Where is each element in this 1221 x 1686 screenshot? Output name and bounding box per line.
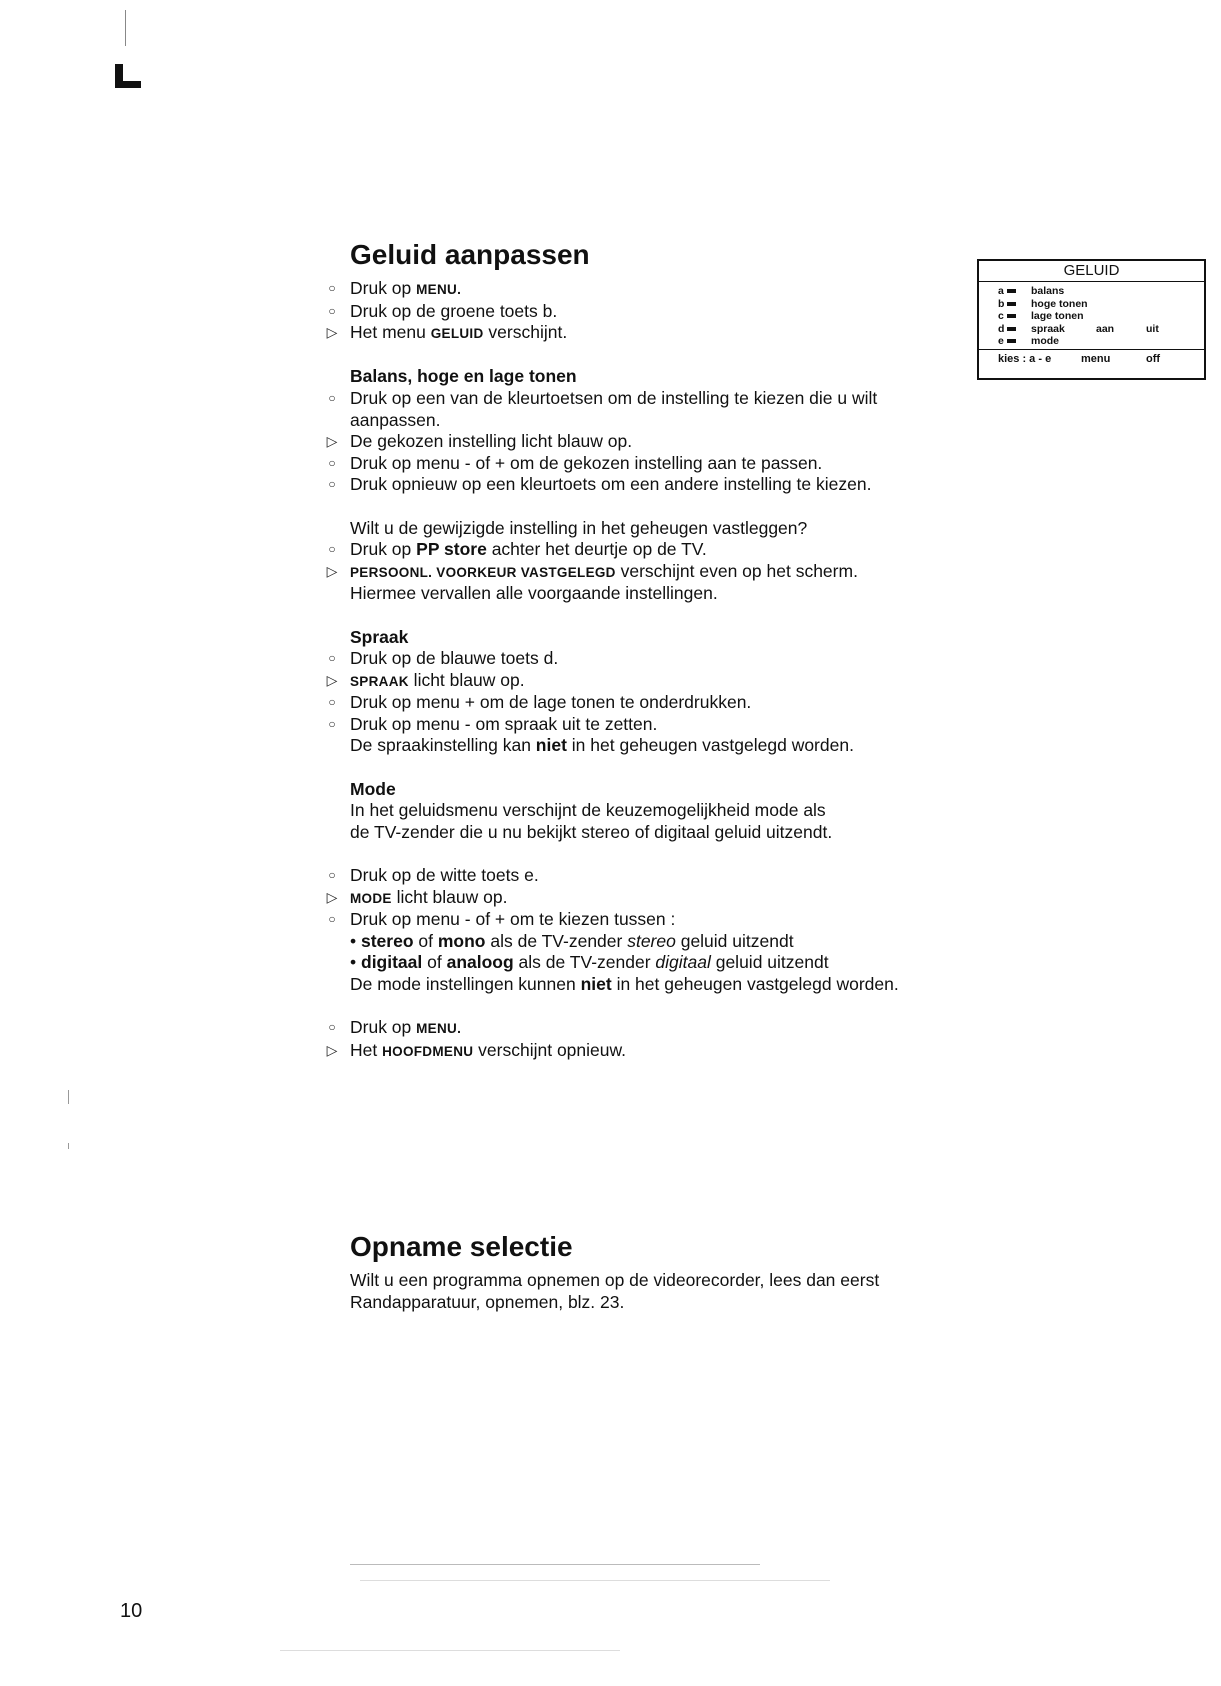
osd-row — [979, 298, 1204, 311]
instruction-line — [350, 735, 970, 757]
text-run: Wilt u de gewijzigde instelling in het geheugen vastleggen? — [350, 517, 808, 538]
instruction-line — [326, 669, 970, 693]
text-run: • — [350, 930, 361, 951]
osd-footer-select: kies : a - e — [998, 353, 1052, 365]
text-run: stereo — [627, 930, 676, 951]
instruction-line — [350, 952, 970, 974]
text-run: aanpassen. — [350, 409, 441, 430]
osd-row-key: c — [998, 310, 1004, 322]
osd-row-label: spraak — [1031, 322, 1065, 335]
instruction-line — [328, 648, 970, 670]
text-run: MENU. — [416, 282, 462, 297]
opname-line: Randapparatuur, opnemen, blz. 23. — [350, 1291, 625, 1312]
osd-sound-menu — [977, 259, 1206, 380]
text-run: digitaal — [361, 952, 423, 973]
osd-row-label: mode — [1031, 335, 1060, 347]
subsection-heading: Spraak — [350, 626, 409, 647]
subsection-heading: Balans, hoge en lage tonen — [350, 366, 577, 387]
text-run: Druk op — [350, 278, 417, 298]
text-run: geluid uitzendt — [675, 930, 794, 951]
osd-row — [979, 310, 1204, 323]
scan-mark-left-2 — [68, 1143, 69, 1149]
text-run: Druk op de groene toets b. — [350, 300, 558, 321]
osd-row — [979, 323, 1204, 336]
osd-footer-menu: menu — [1081, 353, 1111, 365]
text-run: De spraakinstelling kan — [350, 735, 536, 756]
text-run: PP store — [416, 539, 487, 560]
text-run: of — [413, 930, 438, 951]
osd-row-label: lage tonen — [1031, 310, 1084, 322]
opname-line: Wilt u een programma opnemen op de videorecorder, lees dan eerst — [350, 1270, 880, 1290]
text-run: PERSOONL. VOORKEUR VASTGELEGD — [350, 564, 616, 580]
osd-row-key: b — [998, 297, 1005, 310]
text-run: Druk op — [350, 539, 417, 560]
scan-mark-top — [125, 10, 126, 46]
result-triangle-icon: ▷ — [326, 671, 338, 688]
instruction-line — [328, 474, 970, 496]
text-run: Het — [350, 1039, 383, 1060]
text-run: De gekozen instelling licht blauw op. — [350, 431, 633, 452]
spacer — [350, 345, 970, 367]
crop-mark — [115, 64, 141, 88]
result-triangle-icon: ▷ — [326, 888, 338, 905]
spacer — [350, 496, 970, 518]
subsections — [326, 345, 970, 1063]
text-run: MODE — [350, 890, 392, 906]
step-circle-icon: ○ — [328, 695, 336, 710]
page-number: 10 — [120, 1600, 143, 1622]
result-triangle-icon: ▷ — [326, 433, 338, 450]
osd-row-key: d — [998, 322, 1005, 335]
osd-row-label: hoge tonen — [1031, 297, 1088, 310]
text-run: verschijnt opnieuw. — [473, 1039, 627, 1060]
step-circle-icon: ○ — [328, 281, 336, 295]
step-circle-icon: ○ — [328, 477, 336, 492]
subsection-heading: Mode — [350, 778, 396, 799]
osd-row-value-2: uit — [1146, 322, 1159, 335]
instruction-line — [328, 387, 970, 410]
text-run: Het menu — [350, 322, 431, 343]
text-run: digitaal — [655, 952, 711, 973]
step-circle-icon: ○ — [328, 390, 336, 405]
osd-footer — [979, 350, 1204, 368]
text-run: Druk op de blauwe toets d. — [350, 648, 559, 669]
osd-footer-off: off — [1146, 353, 1161, 365]
osd-row-label: balans — [1031, 285, 1065, 297]
color-key-icon — [1007, 314, 1016, 318]
osd-title: GELUID — [979, 261, 1204, 282]
scan-noise — [360, 1580, 830, 1581]
text-run: • — [350, 952, 361, 973]
instruction-line — [326, 431, 970, 453]
text-run: De mode instellingen kunnen — [350, 974, 581, 994]
intro-steps — [326, 278, 970, 345]
instruction-line — [328, 278, 970, 301]
step-circle-icon: ○ — [328, 716, 336, 731]
instruction-line — [328, 692, 970, 714]
text-run: Druk op de witte toets e. — [350, 865, 539, 886]
instruction-line — [326, 322, 970, 345]
text-run: niet — [580, 974, 612, 994]
color-key-icon — [1007, 339, 1016, 343]
result-triangle-icon: ▷ — [326, 324, 338, 341]
instruction-line — [350, 410, 970, 432]
step-circle-icon: ○ — [328, 455, 336, 470]
instruction-line — [326, 560, 970, 584]
text-run: Druk op menu + om de lage tonen te onderdrukken. — [350, 692, 752, 713]
text-run: of — [422, 952, 447, 973]
section-title: Geluid aanpassen — [350, 239, 590, 270]
text-run: SPRAAK — [350, 673, 409, 689]
text-run: verschijnt even op het scherm. — [615, 560, 858, 581]
result-triangle-icon: ▷ — [326, 562, 338, 579]
spacer — [350, 843, 970, 865]
step-circle-icon: ○ — [328, 303, 336, 318]
instruction-line — [350, 583, 970, 605]
text-run: als de TV-zender — [485, 930, 628, 951]
spacer — [350, 996, 970, 1018]
instruction-line — [328, 909, 970, 931]
instruction-line — [328, 539, 970, 561]
instruction-line — [350, 518, 970, 540]
text-run: in het geheugen vastgelegd worden. — [611, 974, 899, 994]
text-run: als de TV-zender — [513, 952, 656, 973]
spacer — [350, 757, 970, 779]
text-run: in het geheugen vastgelegd worden. — [566, 735, 854, 756]
opname-title: Opname selectie — [350, 1231, 573, 1262]
color-key-icon — [1007, 289, 1016, 293]
text-run: Druk op menu - of + om de gekozen instelling aan te passen. — [350, 452, 823, 473]
osd-row — [979, 335, 1204, 348]
result-triangle-icon: ▷ — [326, 1041, 338, 1058]
text-run: Druk op — [350, 1017, 417, 1038]
text-run: licht blauw op. — [391, 886, 508, 907]
text-run: achter het deurtje op de TV. — [486, 539, 707, 560]
instruction-line — [328, 865, 970, 887]
step-circle-icon: ○ — [328, 651, 336, 666]
opname-section — [350, 1230, 970, 1313]
scan-noise — [280, 1650, 620, 1651]
text-run: Druk op menu - om spraak uit te zetten. — [350, 713, 658, 734]
instruction-line — [328, 1017, 970, 1040]
color-key-icon — [1007, 302, 1016, 306]
instruction-line — [328, 300, 970, 323]
text-run: de TV-zender die u nu bekijkt stereo of digitaal geluid uitzendt. — [350, 821, 833, 842]
text-run: HOOFDMENU — [382, 1043, 474, 1059]
osd-row — [979, 285, 1204, 298]
text-run: MENU. — [416, 1021, 462, 1037]
text-run: mono — [437, 930, 486, 951]
text-run: niet — [535, 735, 567, 756]
osd-rows — [979, 282, 1204, 350]
text-run: Hiermee vervallen alle voorgaande instellingen. — [350, 583, 718, 604]
spacer — [350, 605, 970, 627]
osd-row-key: a — [998, 285, 1004, 297]
text-run: analoog — [446, 952, 514, 973]
geluid-section — [326, 238, 970, 1062]
instruction-line — [350, 822, 970, 844]
text-run: licht blauw op. — [408, 669, 525, 690]
instruction-line — [328, 452, 970, 475]
color-key-icon — [1007, 327, 1016, 331]
instruction-line — [326, 886, 970, 910]
text-run: In het geluidsmenu verschijnt de keuzemogelijkheid mode als — [350, 800, 826, 821]
instruction-line — [350, 800, 970, 822]
text-run: stereo — [361, 930, 414, 951]
scan-mark-left — [68, 1090, 69, 1104]
osd-row-key: e — [998, 335, 1004, 347]
step-circle-icon: ○ — [328, 1020, 336, 1035]
step-circle-icon: ○ — [328, 542, 336, 557]
text-run: Druk op een van de kleurtoetsen om de instelling te kiezen die u wilt — [350, 387, 878, 408]
instruction-line — [328, 713, 970, 736]
text-run: verschijnt. — [483, 322, 568, 343]
text-run: Druk opnieuw op een kleurtoets om een andere instelling te kiezen. — [350, 474, 872, 495]
osd-row-value: aan — [1096, 322, 1115, 335]
text-run: geluid uitzendt — [710, 952, 829, 973]
step-circle-icon: ○ — [328, 868, 336, 883]
text-run: GELUID — [430, 326, 484, 342]
instruction-line — [350, 974, 970, 996]
instruction-line — [350, 931, 970, 953]
instruction-line — [326, 1039, 970, 1063]
text-run: Druk op menu - of + om te kiezen tussen : — [350, 909, 676, 930]
scan-noise — [350, 1564, 760, 1565]
step-circle-icon: ○ — [328, 912, 336, 927]
